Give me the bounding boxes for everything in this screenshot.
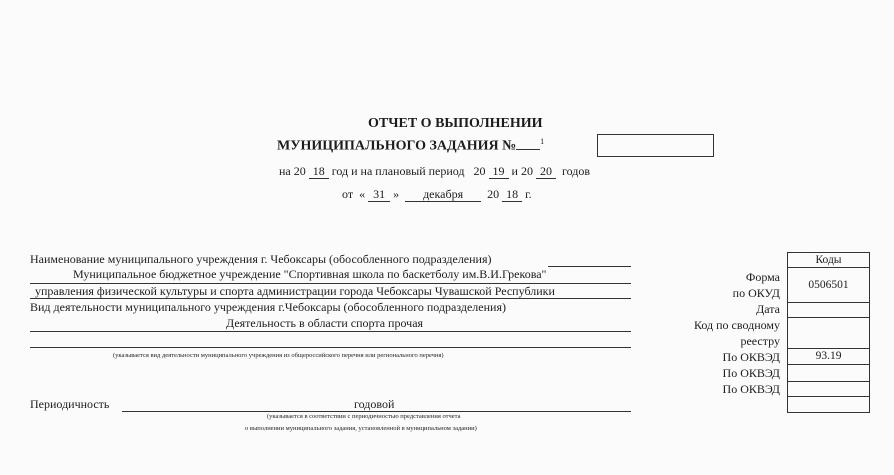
report-title-line1: ОТЧЕТ О ВЫПОЛНЕНИИ — [368, 116, 543, 131]
period-mid-text: год и на плановый период — [331, 164, 465, 178]
label-date: Дата — [756, 302, 780, 316]
plan1-prefix: 20 — [473, 164, 486, 178]
label-okud: по ОКУД — [732, 286, 780, 300]
date-year-prefix: 20 — [487, 187, 500, 201]
report-title-text: МУНИЦИПАЛЬНОГО ЗАДАНИЯ № — [277, 138, 517, 154]
code-okud: 0506501 — [787, 267, 870, 303]
institution-name-line2: управления физической культуры и спорта администрации города Чебоксары Чувашской Республики — [35, 284, 555, 298]
date-open-quote: « — [359, 187, 366, 201]
institution-label: Наименование муниципального учреждения г. Чебоксары (обособленного подразделения) — [30, 252, 492, 266]
activity-underline — [30, 331, 631, 332]
date-prefix: от — [342, 187, 354, 201]
label-registry-2: реестру — [740, 334, 780, 348]
date-line — [342, 187, 532, 202]
period-suffix: годов — [561, 164, 591, 178]
period-prefix: на 20 — [279, 164, 306, 178]
report-number-box — [597, 134, 714, 157]
label-registry-1: Код по сводному — [693, 318, 780, 332]
date-close-quote: » — [393, 187, 400, 201]
activity-blank-line — [30, 347, 631, 348]
label-form: Форма — [745, 270, 780, 284]
activity-value: Деятельность в области спорта прочая — [226, 316, 424, 330]
activity-note: (указывается вид деятельности муниципального учреждения из общероссийского перечня или регионального перечня) — [113, 352, 444, 359]
code-okved-1: 93.19 — [787, 348, 870, 365]
report-number-field — [516, 149, 540, 150]
report-title-line2 — [277, 137, 544, 155]
institution-line2-underline — [30, 298, 631, 299]
date-year: 18 — [502, 188, 522, 202]
label-okved-2: По ОКВЭД — [722, 366, 780, 380]
institution-name-line1: Муниципальное бюджетное учреждение "Спортивная школа по баскетболу им.В.И.Грекова" — [73, 267, 547, 281]
date-day: 31 — [368, 188, 390, 202]
institution-label-underline — [548, 266, 631, 267]
code-okved-2 — [787, 364, 870, 382]
report-year: 18 — [309, 165, 329, 179]
label-okved-1: По ОКВЭД — [722, 350, 780, 364]
date-month: декабря — [405, 188, 481, 202]
code-extra-row — [787, 396, 870, 413]
plan-year-1: 19 — [489, 165, 509, 179]
periodicity-note-line1: (указывается в соответствии с периодичностью представления отчета — [267, 413, 461, 420]
periodicity-underline — [122, 411, 631, 412]
plan-and-text: и 20 — [511, 164, 533, 178]
footnote-marker: 1 — [540, 137, 545, 146]
periodicity-label: Периодичность — [30, 397, 110, 411]
activity-label: Вид деятельности муниципального учреждения г.Чебоксары (обособленного подразделения) — [30, 300, 506, 314]
periodicity-value: годовой — [354, 397, 395, 411]
codes-header: Коды — [787, 252, 870, 268]
plan-year-2: 20 — [536, 165, 556, 179]
code-okved-3 — [787, 381, 870, 397]
date-suffix: г. — [525, 187, 532, 201]
periodicity-note-line2: о выполнении муниципального задания, установленной в муниципальном задании) — [245, 425, 477, 432]
label-okved-3: По ОКВЭД — [722, 382, 780, 396]
period-line — [279, 164, 590, 179]
code-date — [787, 302, 870, 318]
code-registry — [787, 317, 870, 349]
